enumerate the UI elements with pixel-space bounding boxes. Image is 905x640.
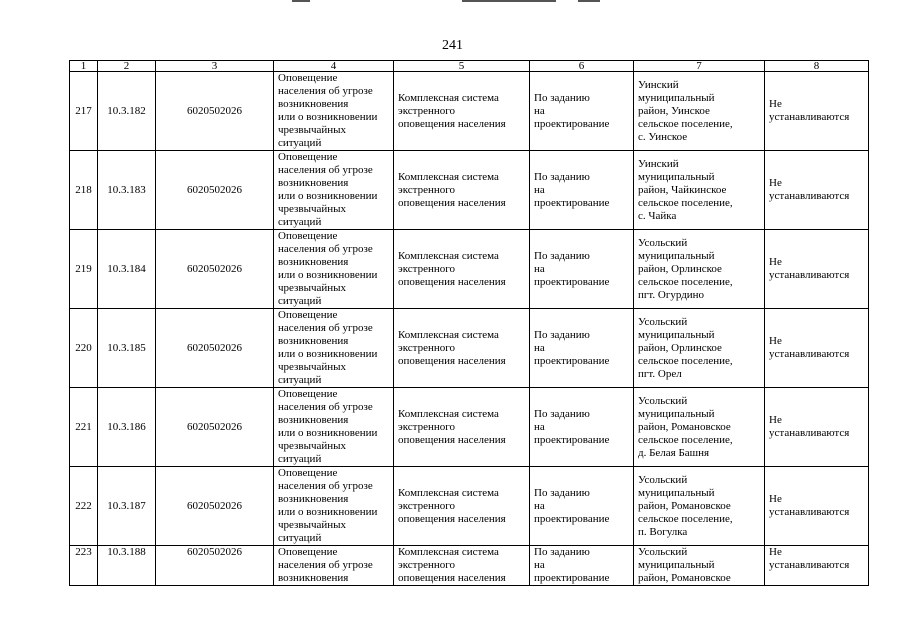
header-cell: 6	[530, 61, 634, 72]
header-cell: 3	[156, 61, 274, 72]
purpose-cell: Оповещение населения об угрозе возникновения или о возникновении чрезвычайных ситуаций	[274, 151, 394, 230]
row-number: 221	[70, 388, 98, 467]
table-row	[70, 151, 869, 230]
basis-cell: По заданию на проектирование	[530, 546, 634, 586]
table-row	[70, 230, 869, 309]
page-number: 241	[442, 38, 463, 53]
row-number: 219	[70, 230, 98, 309]
okato-code: 6020502026	[156, 230, 274, 309]
zones-cell: Не устанавливаются	[765, 467, 869, 546]
system-cell: Комплексная система экстренного оповещения населения	[394, 230, 530, 309]
header-cell: 8	[765, 61, 869, 72]
purpose-cell: Оповещение населения об угрозе возникновения или о возникновении чрезвычайных ситуаций	[274, 309, 394, 388]
okato-code: 6020502026	[156, 151, 274, 230]
location-cell: Уинский муниципальный район, Чайкинское сельское поселение, с. Чайка	[634, 151, 765, 230]
top-scan-marks	[0, 0, 905, 6]
object-code: 10.3.183	[98, 151, 156, 230]
okato-code: 6020502026	[156, 546, 274, 586]
zones-cell: Не устанавливаются	[765, 72, 869, 151]
location-cell: Усольский муниципальный район, Романовское сельское поселение, п. Вогулка	[634, 467, 765, 546]
table-row	[70, 309, 869, 388]
purpose-cell: Оповещение населения об угрозе возникновения или о возникновении чрезвычайных ситуаций	[274, 388, 394, 467]
purpose-cell: Оповещение населения об угрозе возникновения или о возникновении чрезвычайных ситуаций	[274, 230, 394, 309]
basis-cell: По заданию на проектирование	[530, 467, 634, 546]
header-cell: 1	[70, 61, 98, 72]
basis-cell: По заданию на проектирование	[530, 230, 634, 309]
table-row	[70, 388, 869, 467]
table-row	[70, 467, 869, 546]
row-number: 218	[70, 151, 98, 230]
basis-cell: По заданию на проектирование	[530, 72, 634, 151]
system-cell: Комплексная система экстренного оповещения населения	[394, 388, 530, 467]
location-cell: Усольский муниципальный район, Романовское сельское поселение, д. Белая Башня	[634, 388, 765, 467]
table-row	[70, 546, 869, 586]
location-cell: Усольский муниципальный район, Орлинское сельское поселение, пгт. Огурдино	[634, 230, 765, 309]
basis-cell: По заданию на проектирование	[530, 151, 634, 230]
location-cell: Усольский муниципальный район, Орлинское сельское поселение, пгт. Орел	[634, 309, 765, 388]
object-code: 10.3.184	[98, 230, 156, 309]
purpose-cell: Оповещение населения об угрозе возникновения или о возникновении чрезвычайных ситуаций	[274, 72, 394, 151]
zones-cell: Не устанавливаются	[765, 309, 869, 388]
system-cell: Комплексная система экстренного оповещения населения	[394, 72, 530, 151]
basis-cell: По заданию на проектирование	[530, 388, 634, 467]
okato-code: 6020502026	[156, 309, 274, 388]
location-cell: Усольский муниципальный район, Романовское	[634, 546, 765, 586]
purpose-cell: Оповещение населения об угрозе возникновения	[274, 546, 394, 586]
row-number: 217	[70, 72, 98, 151]
system-cell: Комплексная система экстренного оповещения населения	[394, 546, 530, 586]
location-cell: Уинский муниципальный район, Уинское сельское поселение, с. Уинское	[634, 72, 765, 151]
okato-code: 6020502026	[156, 467, 274, 546]
object-code: 10.3.185	[98, 309, 156, 388]
basis-cell: По заданию на проектирование	[530, 309, 634, 388]
header-row	[70, 61, 869, 72]
row-number: 222	[70, 467, 98, 546]
zones-cell: Не устанавливаются	[765, 388, 869, 467]
object-code: 10.3.187	[98, 467, 156, 546]
row-number: 223	[70, 546, 98, 586]
zones-cell: Не устанавливаются	[765, 546, 869, 586]
object-code: 10.3.188	[98, 546, 156, 586]
header-cell: 5	[394, 61, 530, 72]
registry-table	[69, 60, 869, 586]
object-code: 10.3.186	[98, 388, 156, 467]
okato-code: 6020502026	[156, 388, 274, 467]
header-cell: 7	[634, 61, 765, 72]
row-number: 220	[70, 309, 98, 388]
header-cell: 4	[274, 61, 394, 72]
zones-cell: Не устанавливаются	[765, 151, 869, 230]
header-cell: 2	[98, 61, 156, 72]
system-cell: Комплексная система экстренного оповещения населения	[394, 151, 530, 230]
okato-code: 6020502026	[156, 72, 274, 151]
zones-cell: Не устанавливаются	[765, 230, 869, 309]
table-row	[70, 72, 869, 151]
system-cell: Комплексная система экстренного оповещения населения	[394, 309, 530, 388]
purpose-cell: Оповещение населения об угрозе возникновения или о возникновении чрезвычайных ситуаций	[274, 467, 394, 546]
system-cell: Комплексная система экстренного оповещения населения	[394, 467, 530, 546]
object-code: 10.3.182	[98, 72, 156, 151]
